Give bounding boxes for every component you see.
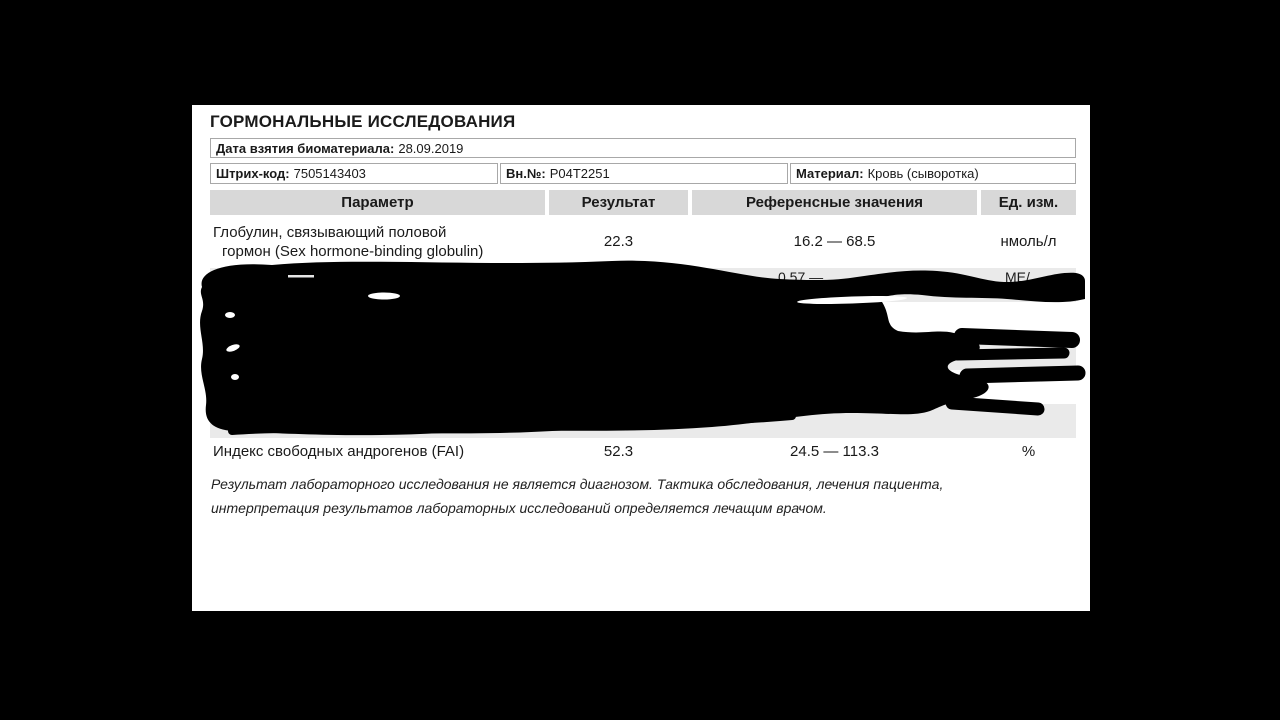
result-cell: 22.3 [603, 233, 634, 250]
unit-cell: нмоль/л [1000, 233, 1057, 250]
parameter-line2: гормон (Sex hormone-binding globulin) [222, 242, 484, 260]
barcode-field [210, 163, 498, 184]
header-cell-result: Результат [549, 190, 688, 215]
internal-number-value: P04T2251 [549, 166, 610, 181]
material-field [790, 163, 1076, 184]
reference-cell: 24.5 — 113.3 [790, 443, 879, 460]
parameter-line1: Глобулин, связывающий половой [213, 223, 447, 241]
date-field [210, 138, 1076, 158]
redaction-scribble [192, 255, 1090, 450]
disclaimer-text: Результат лабораторного исследования не является диагнозом. Тактика обследования, лечения пациента, интерпретация результатов лабораторных исследований определяется лечащим врачом. [211, 476, 944, 516]
internal-number-label: Вн.№: [506, 166, 546, 181]
table-header-row [210, 190, 1076, 215]
date-value: 28.09.2019 [398, 140, 464, 156]
result-cell: 52.3 [603, 443, 634, 460]
unit-cell: % [1021, 443, 1036, 460]
report-title: ГОРМОНАЛЬНЫЕ ИССЛЕДОВАНИЯ [210, 112, 516, 131]
parameter-text: Индекс свободных андрогенов (FAI) [213, 443, 465, 460]
reference-cell: 16.2 — 68.5 [793, 233, 876, 250]
lab-report-page [192, 105, 1090, 611]
material-label: Материал: [796, 166, 864, 181]
barcode-value: 7505143403 [293, 166, 366, 181]
redacted-fragment-unit: МЕ/ [1005, 269, 1030, 285]
header-cell-parameter: Параметр [210, 190, 545, 215]
barcode-label: Штрих-код: [216, 166, 290, 181]
header-cell-reference: Референсные значения [692, 190, 977, 215]
date-label: Дата взятия биоматериала: [216, 140, 395, 156]
material-value: Кровь (сыворотка) [867, 166, 979, 181]
redacted-fragment-reference: 0.57 — [778, 269, 824, 285]
internal-number-field [500, 163, 788, 184]
header-cell-unit: Ед. изм. [981, 190, 1076, 215]
